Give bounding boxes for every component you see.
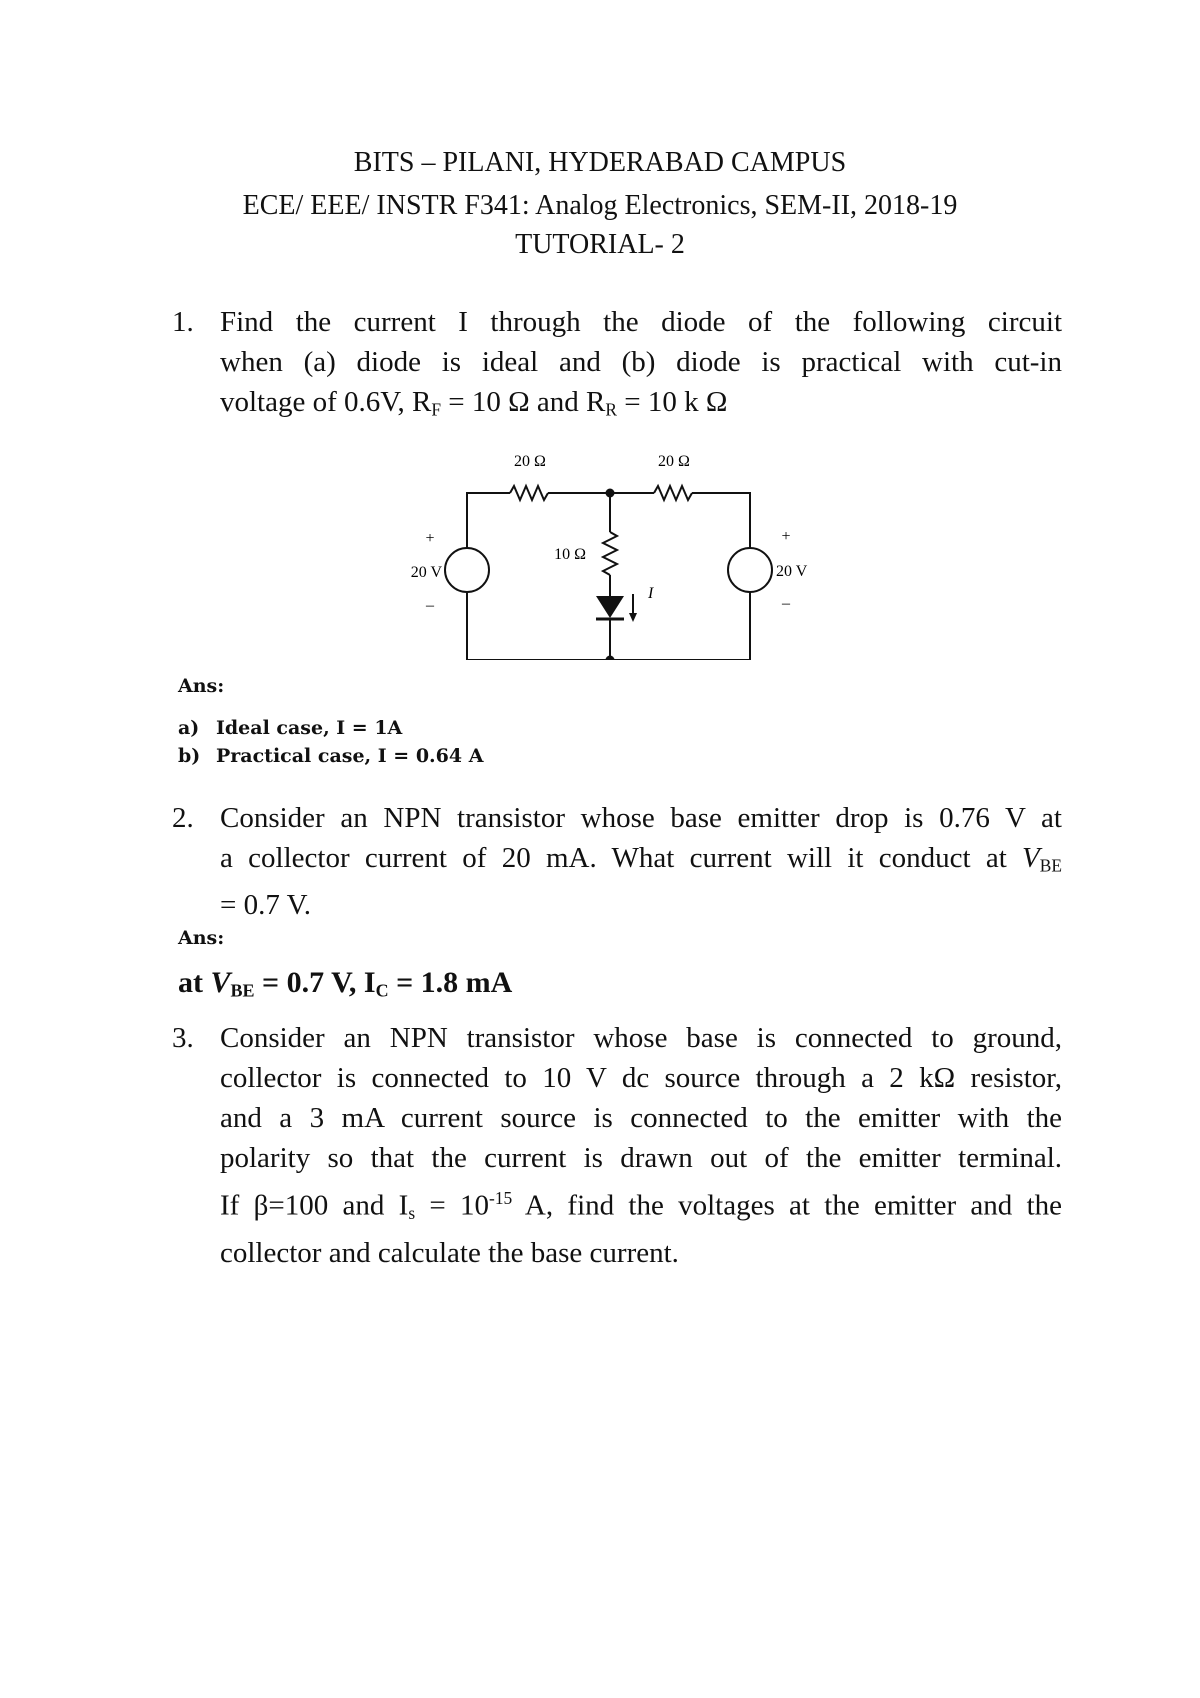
voltage-source-left [445,548,489,592]
question-line: polarity so that the current is drawn out of the emitter terminal. [220,1142,1062,1174]
answer-item: a) Ideal case, I = 1A [178,717,403,739]
circuit-diagram [350,420,810,660]
v-right-label: 20 V [776,563,808,580]
question-3 [172,1018,1062,1273]
resistor-r2 [654,486,692,500]
institution-title: BITS – PILANI, HYDERABAD CAMPUS [353,147,847,178]
resistor-r3 [603,532,617,575]
r1-label: 20 Ω [514,453,546,470]
r3-label: 10 Ω [554,546,586,563]
resistor-r1 [510,486,548,500]
question-line: voltage of 0.6V, $R_F = 10$ Ω and $R_R = 10$ k Ω [220,386,728,420]
junction-node [606,489,615,498]
tutorial-title: TUTORIAL- 2 [515,229,685,260]
question-number: 2. [172,802,194,834]
minus-sign: – [782,595,790,612]
question-line: Find the current I through the diode of the following circuit [220,306,1062,338]
answer-item: at $V_{BE} = 0.7$ V, $I_C = 1.8$ mA [178,966,513,1001]
v-left-label: 20 V [410,564,442,581]
question-number: 1. [172,306,194,338]
question-number: 3. [172,1022,194,1054]
diode-icon [596,596,624,618]
current-label: I [648,585,654,602]
question-line: collector is connected to 10 V dc source through a 2 kΩ resistor, [220,1062,1062,1094]
junction-node [606,656,615,661]
question-line: Consider an NPN transistor whose base is connected to ground, [220,1022,1062,1054]
question-line: If β=100 and $I_s = 10^{-15}$ A, find the voltages at the emitter and the [220,1188,1063,1223]
question-line: collector and calculate the base current. [220,1236,679,1269]
answer-label: Ans: [178,675,225,697]
question-line: Consider an NPN transistor whose base emitter drop is 0.76 V at [220,802,1062,834]
answer-item: b) Practical case, I = 0.64 A [178,745,484,767]
question-1 [172,302,1062,429]
voltage-source-right [728,548,772,592]
plus-sign: + [425,530,435,547]
course-title: ECE/ EEE/ INSTR F341: Analog Electronics, SEM-II, 2018-19 [242,190,958,221]
plus-sign: + [781,528,791,545]
question-line: when (a) diode is ideal and (b) diode is practical with cut-in [220,346,1062,378]
question-line: a collector current of 20 mA. What current will it conduct at $V_{BE}$ [220,842,1062,876]
r2-label: 20 Ω [658,453,690,470]
answer-label: Ans: [178,927,225,949]
question-2 [172,798,1062,925]
question-line: and a 3 mA current source is connected to the emitter with the [220,1102,1062,1134]
minus-sign: – [426,597,434,614]
question-line: = 0.7 V. [220,889,312,922]
